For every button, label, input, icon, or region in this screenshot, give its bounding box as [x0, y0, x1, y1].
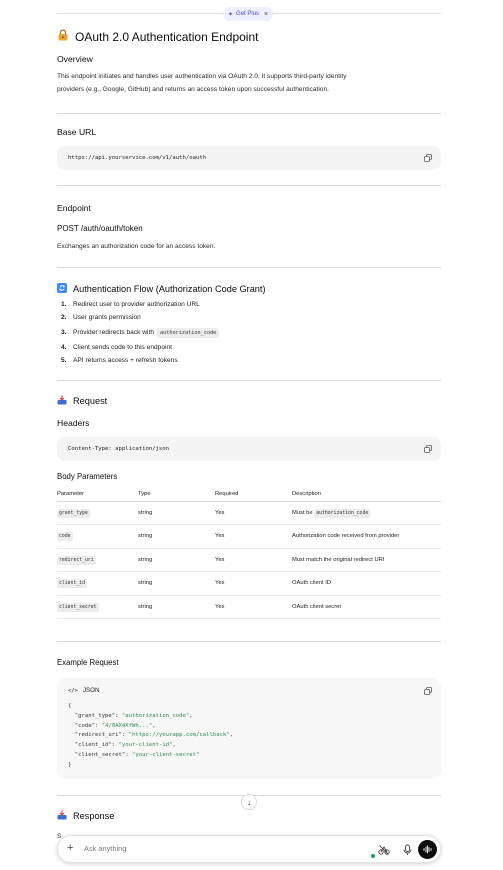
headers-codeblock	[57, 437, 441, 461]
tools-icon[interactable]	[378, 844, 390, 856]
status-dot	[371, 854, 375, 858]
title-text: OAuth 2.0 Authentication Endpoint	[75, 29, 259, 44]
example-heading: Example Request	[57, 658, 119, 667]
description-cell: Authorization code received from provider	[292, 525, 441, 549]
param-cell	[57, 548, 138, 572]
json-value: "authorization_code"	[121, 712, 190, 719]
refresh-icon	[57, 283, 67, 295]
json-code	[68, 702, 233, 771]
step-text: Client sends code to this endpoint	[73, 344, 172, 351]
json-line: "redirect_uri": "https://yourapp.com/callback",	[74, 732, 234, 739]
description-cell: OAuth client secret	[292, 595, 441, 619]
divider	[57, 641, 441, 642]
list-item	[61, 341, 219, 354]
json-key: "code"	[74, 722, 95, 729]
type-cell: string	[138, 501, 215, 525]
json-value: "4/0AX4XfWh..."	[101, 722, 153, 729]
param-cell	[57, 572, 138, 596]
param-code: code	[59, 534, 71, 540]
step-text: Provider redirects back with	[73, 329, 154, 336]
json-value: "your-client-secret"	[132, 751, 200, 758]
list-item	[61, 298, 219, 311]
column-header: Description	[292, 488, 441, 501]
overview-line-2: providers (e.g., Google, GitHub) and returns an access token upon successful authentication.	[57, 86, 329, 93]
flow-heading-text: Authentication Flow (Authorization Code Grant)	[73, 284, 266, 294]
divider	[57, 185, 441, 186]
required-cell: Yes	[215, 572, 292, 596]
endpoint-path: POST /auth/oauth/token	[57, 224, 143, 233]
overview-heading: Overview	[57, 54, 93, 64]
base-url-codeblock	[57, 146, 441, 170]
microphone-icon[interactable]	[403, 844, 412, 856]
param-code: redirect_uri	[59, 557, 94, 563]
param-cell	[57, 595, 138, 619]
json-line: "client_secret": "your-client-secret"	[74, 751, 200, 758]
flow-steps-list	[61, 298, 219, 367]
json-line: "client_id": "your-client-id",	[74, 742, 176, 749]
table-row	[57, 525, 441, 549]
request-heading-text: Request	[73, 396, 108, 406]
column-header: Type	[138, 488, 215, 501]
json-label: JSON	[82, 687, 100, 694]
json-key: "grant_type"	[74, 712, 116, 719]
column-header: Parameter	[57, 488, 138, 501]
description-code: authorization_code	[316, 510, 369, 516]
json-value: "https://yourapp.com/callback"	[128, 732, 230, 739]
copy-icon[interactable]	[424, 154, 432, 162]
step-number: 2.	[61, 314, 67, 321]
description-cell: OAuth client ID	[292, 572, 441, 596]
get-plus-label: Get Plus	[236, 11, 260, 17]
code-icon: </>	[68, 687, 78, 694]
json-line: "code": "4/0AX4XfWh...",	[74, 722, 156, 729]
required-cell: Yes	[215, 525, 292, 549]
response-heading-text: Response	[73, 811, 115, 821]
copy-icon[interactable]	[424, 687, 432, 695]
step-text: Redirect user to provider authorization URL	[73, 301, 200, 308]
base-url-heading: Base URL	[57, 127, 97, 137]
scroll-down-button[interactable]	[241, 794, 257, 810]
description-cell: Must match the original redirect URI	[292, 548, 441, 572]
list-item	[61, 311, 219, 324]
voice-mode-button[interactable]	[418, 840, 437, 859]
lock-icon	[57, 29, 69, 44]
param-code: client_secret	[59, 604, 97, 610]
param-code: client_id	[59, 581, 85, 587]
close-icon[interactable]: ×	[264, 10, 269, 18]
json-value: "your-client-id"	[118, 742, 173, 749]
table-header-row	[57, 488, 441, 501]
divider	[57, 267, 441, 268]
list-item	[61, 324, 219, 341]
table-row	[57, 572, 441, 596]
response-heading	[57, 810, 114, 822]
chat-composer[interactable]	[57, 835, 441, 863]
json-key: "client_secret"	[74, 751, 126, 758]
waveform-icon	[423, 845, 432, 854]
cut-off-text: S	[57, 833, 62, 840]
headers-code: Content-Type: application/json	[68, 446, 170, 452]
inbox-tray-icon	[57, 810, 67, 822]
step-number: 5.	[61, 357, 67, 364]
composer-input[interactable]: Ask anything	[84, 844, 127, 853]
type-cell: string	[138, 572, 215, 596]
required-cell: Yes	[215, 501, 292, 525]
json-brace: {	[68, 703, 72, 709]
json-key: "redirect_uri"	[74, 732, 122, 739]
json-punct: ,	[152, 722, 156, 729]
table-row	[57, 501, 441, 525]
page-title	[57, 29, 258, 44]
list-item	[61, 354, 219, 367]
step-number: 4.	[61, 344, 67, 351]
request-heading	[57, 395, 107, 407]
base-url-code: https://api.yourservice.com/v1/auth/oauth	[68, 155, 207, 161]
overview-line-1: This endpoint initiates and handles user authentication via OAuth 2.0. It supports third-party identity	[57, 73, 347, 80]
json-punct: ,	[229, 732, 234, 739]
flow-heading	[57, 283, 266, 295]
body-params-table	[57, 488, 441, 619]
param-cell	[57, 525, 138, 549]
arrow-down-icon: ↓	[247, 797, 251, 807]
description-cell	[292, 501, 441, 525]
endpoint-heading: Endpoint	[57, 203, 91, 213]
required-cell: Yes	[215, 548, 292, 572]
json-brace: }	[68, 761, 72, 768]
json-line: "grant_type": "authorization_code",	[74, 712, 193, 719]
sparkle-icon: ✦	[228, 11, 234, 18]
type-cell: string	[138, 548, 215, 572]
json-codeblock-header	[68, 687, 99, 694]
body-params-heading: Body Parameters	[57, 472, 118, 481]
param-code: grant_type	[59, 510, 88, 516]
plus-icon[interactable]: +	[67, 842, 74, 854]
table-row	[57, 595, 441, 619]
headers-heading: Headers	[57, 418, 90, 428]
step-number: 1.	[61, 301, 67, 308]
json-key: "client_id"	[74, 742, 112, 749]
type-cell: string	[138, 525, 215, 549]
step-text: User grants permission	[73, 314, 141, 321]
param-cell	[57, 501, 138, 525]
copy-icon[interactable]	[424, 445, 432, 453]
type-cell: string	[138, 595, 215, 619]
divider	[57, 113, 441, 114]
endpoint-description: Exchanges an authorization code for an access token.	[57, 243, 216, 250]
json-punct: ,	[172, 742, 176, 749]
json-punct: ,	[189, 712, 193, 719]
get-plus-banner[interactable]	[223, 7, 273, 21]
step-number: 3.	[61, 329, 67, 336]
json-codeblock	[57, 678, 441, 779]
table-row	[57, 548, 441, 572]
description-text: Must be	[292, 509, 315, 516]
inline-code: authorization_code	[157, 328, 219, 338]
required-cell: Yes	[215, 595, 292, 619]
divider	[57, 380, 441, 381]
step-text: API returns access + refresh tokens	[73, 357, 178, 364]
column-header: Required	[215, 488, 292, 501]
inbox-tray-icon	[57, 395, 67, 407]
overview-text	[57, 70, 441, 96]
